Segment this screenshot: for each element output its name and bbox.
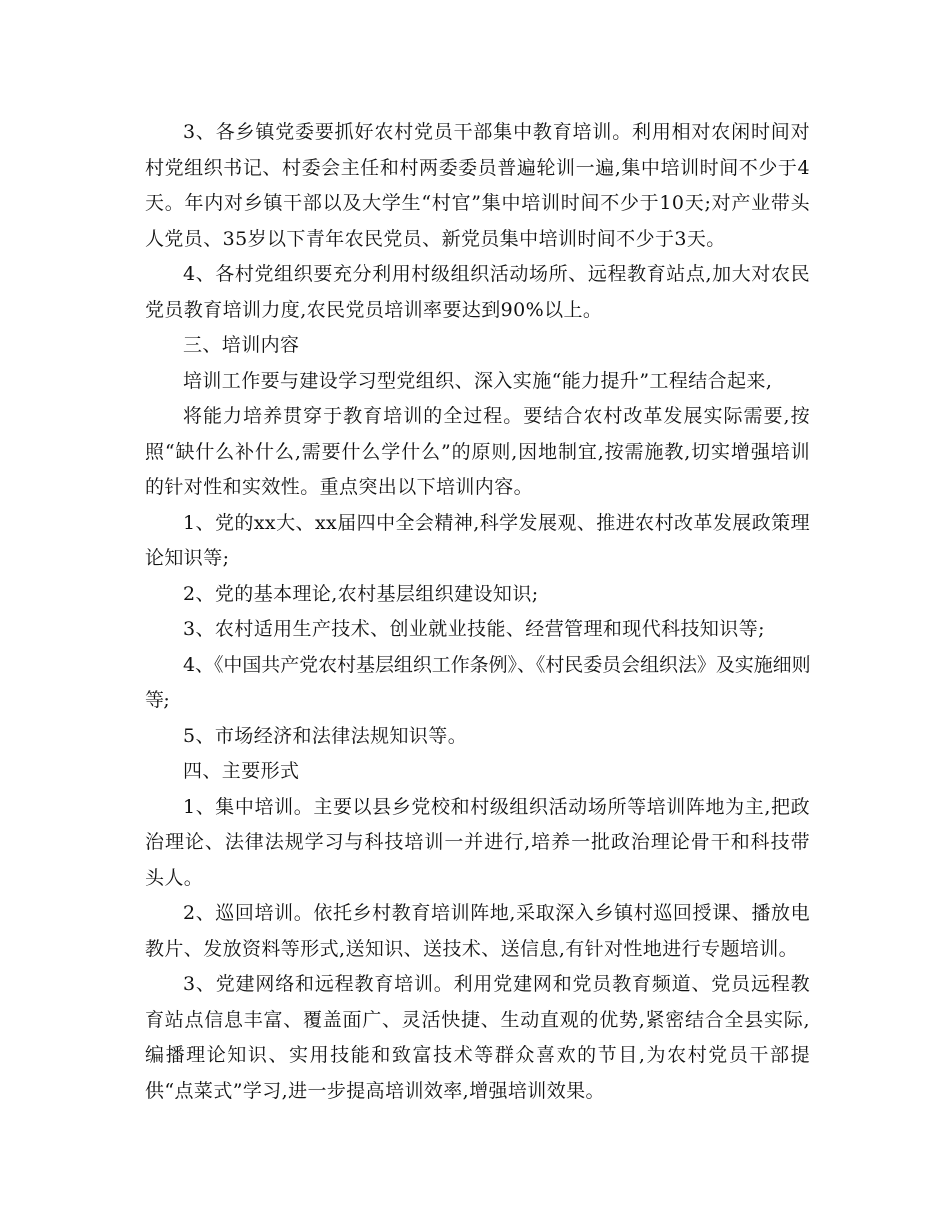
document-body	[145, 115, 810, 1109]
list-item-form-1: 1、集中培训。主要以县乡党校和村级组织活动场所等培训阵地为主,把政治理论、法律法规学习与科技培训一并进行,培养一批政治理论骨干和科技带头人。	[145, 795, 810, 889]
section-heading-main-forms: 四、主要形式	[183, 760, 300, 782]
paragraph-training-principle: 将能力培养贯穿于教育培训的全过程。要结合农村改革发展实际需要,按照“缺什么补什么,需要什么学什么”的原则,因地制宜,按需施教,切实增强培训的针对性和实效性。重点突出以下培训内容。	[145, 405, 810, 498]
list-item-content-3: 3、农村适用生产技术、创业就业技能、经营管理和现代科技知识等;	[183, 618, 765, 640]
list-item-content-4: 4、《中国共产党农村基层组织工作条例》、《村民委员会组织法》及实施细则等;	[145, 653, 810, 711]
paragraph-training-intro: 培训工作要与建设学习型党组织、深入实施“能力提升”工程结合起来,	[183, 369, 773, 392]
paragraph-item-3-township-training: 3、各乡镇党委要抓好农村党员干部集中教育培训。利用相对农闲时间对村党组织书记、村委会主任和村两委委员普遍轮训一遍,集中培训时间不少于4天。年内对乡镇干部以及大学生“村官”集中培训时间不少于10天;对产业带头人党员、35岁以下青年农民党员、新党员集中培训时间不少于3天。	[145, 121, 810, 250]
paragraph-item-4-village-training: 4、各村党组织要充分利用村级组织活动场所、远程教育站点,加大对农民党员教育培训力度,农民党员培训率要达到90%以上。	[145, 263, 810, 321]
section-heading-training-content: 三、培训内容	[183, 334, 300, 356]
list-item-content-5: 5、市场经济和法律法规知识等。	[183, 724, 468, 747]
list-item-form-2: 2、巡回培训。依托乡村教育培训阵地,采取深入乡镇村巡回授课、播放电教片、发放资料等形式,送知识、送技术、送信息,有针对性地进行专题培训。	[145, 902, 810, 960]
list-item-content-2: 2、党的基本理论,农村基层组织建设知识;	[183, 582, 539, 605]
list-item-form-3: 3、党建网络和远程教育培训。利用党建网和党员教育频道、党员远程教育站点信息丰富、覆盖面广、灵活快捷、生动直观的优势,紧密结合全县实际,编播理论知识、实用技能和致富技术等群众喜欢的节目,为农村党员干部提供“点菜式”学习,进一步提高培训效率,增强培训效果。	[145, 973, 810, 1102]
list-item-content-1: 1、党的xx大、xx届四中全会精神,科学发展观、推进农村改革发展政策理论知识等;	[145, 511, 810, 569]
